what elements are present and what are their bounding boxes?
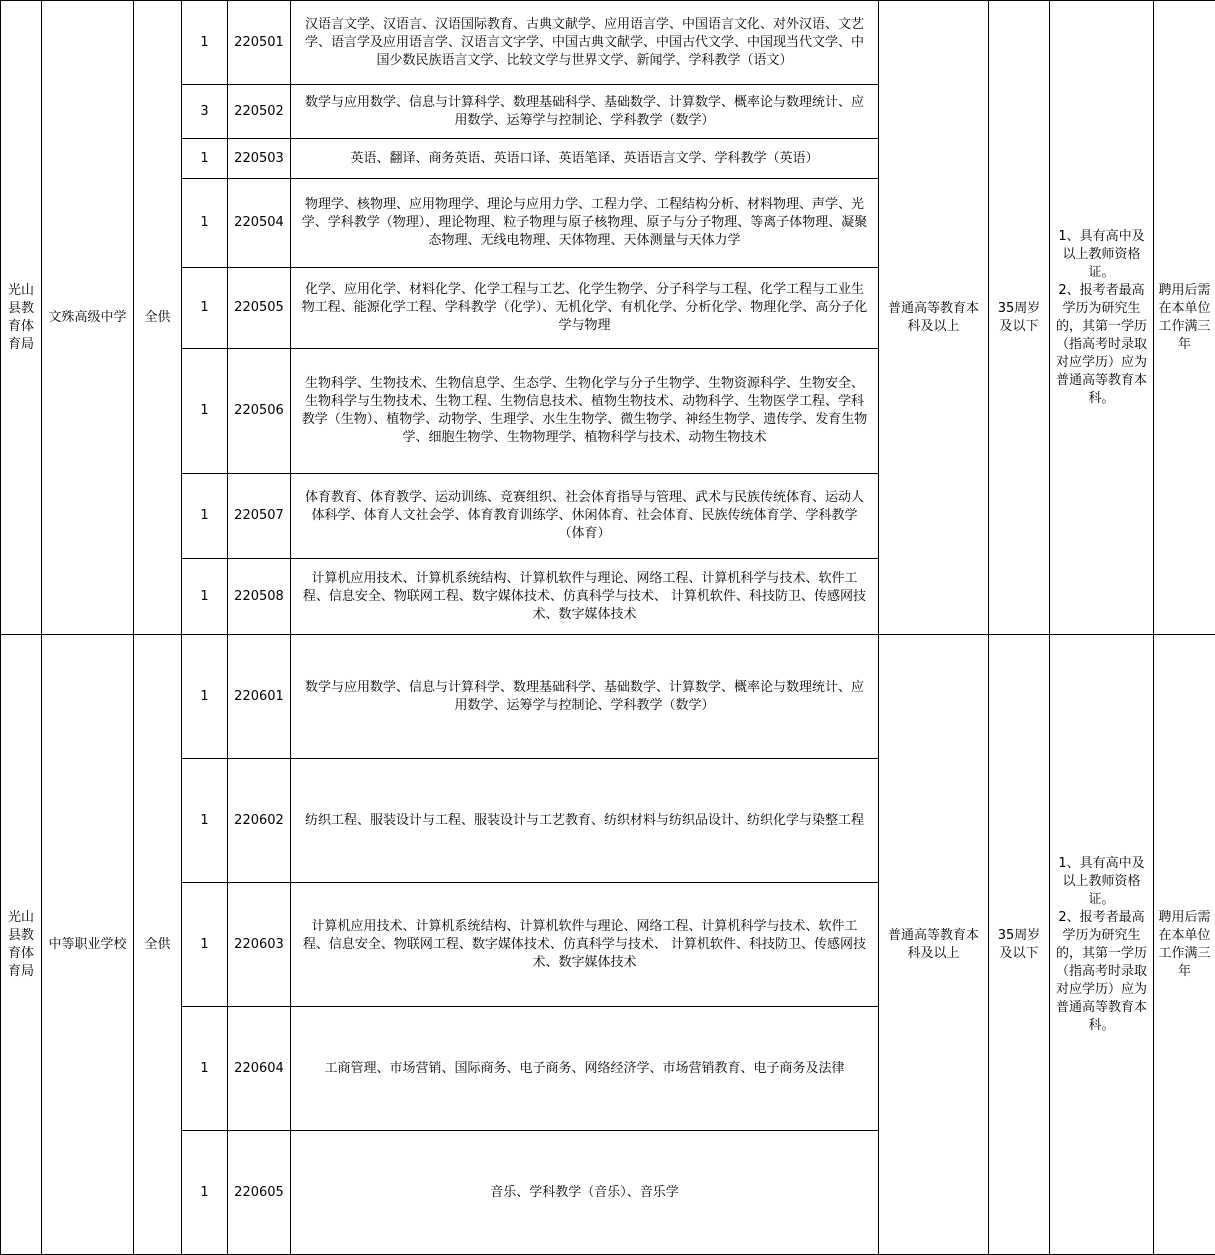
position-count-cell: 1	[182, 559, 228, 635]
major-cell: 生物科学、生物技术、生物信息学、生态学、生物化学与分子生物学、生物资源科学、生物安全、生物科学与生物技术、生物工程、生物信息技术、植物生物技术、动物科学、生物医学工程、学科教学（生物）、植物学、动物学、生理学、水生生物学、微生物学、神经生物学、遗传学、发育生物学、细胞生物学、生物物理学、植物科学与技术、动物生物技术	[291, 349, 879, 474]
position-count-cell: 1	[182, 1131, 228, 1255]
position-count-cell: 1	[182, 635, 228, 759]
position-code-cell: 220506	[228, 349, 291, 474]
major-cell: 物理学、核物理、应用物理学、理论与应用力学、工程力学、工程结构分析、材料物理、声学、光学、学科教学（物理）、理论物理、粒子物理与原子核物理、原子与分子物理、等离子体物理、凝聚态物理、无线电物理、天体物理、天体测量与天体力学	[291, 179, 879, 268]
major-cell: 汉语言文学、汉语言、汉语国际教育、古典文献学、应用语言学、中国语言文化、对外汉语、文艺学、语言学及应用语言学、汉语言文字学、中国古典文献学、中国古代文学、中国现当代文学、中国少数民族语言文学、比较文学与世界文学、新闻学、学科教学（语文）	[291, 1, 879, 85]
position-code-cell: 220605	[228, 1131, 291, 1255]
unit-cell: 中等职业学校	[42, 635, 134, 1255]
funding-cell: 全供	[134, 1, 182, 635]
position-count-cell: 1	[182, 1007, 228, 1131]
major-cell: 工商管理、市场营销、国际商务、电子商务、网络经济学、市场营销教育、电子商务及法律	[291, 1007, 879, 1131]
position-code-cell: 220601	[228, 635, 291, 759]
table-row	[1, 635, 1215, 759]
position-code-cell: 220508	[228, 559, 291, 635]
position-count-cell: 1	[182, 139, 228, 179]
position-code-cell: 220602	[228, 759, 291, 883]
position-count-cell: 1	[182, 759, 228, 883]
position-count-cell: 1	[182, 349, 228, 474]
position-code-cell: 220501	[228, 1, 291, 85]
education-cell: 普通高等教育本科及以上	[879, 1, 989, 635]
notes-cell: 聘用后需在本单位工作满三年	[1154, 1, 1215, 635]
position-count-cell: 1	[182, 179, 228, 268]
major-cell: 体育教育、体育教学、运动训练、竞赛组织、社会体育指导与管理、武术与民族传统体育、运动人体科学、体育人文社会学、体育教育训练学、休闲体育、社会体育、民族传统体育学、学科教学（体育）	[291, 474, 879, 559]
position-code-cell: 220502	[228, 85, 291, 139]
position-count-cell: 1	[182, 268, 228, 349]
unit-cell: 文殊高级中学	[42, 1, 134, 635]
position-count-cell: 1	[182, 883, 228, 1007]
requirements-cell: 1、具有高中及以上教师资格证。 2、报考者最高学历为研究生的，其第一学历（指高考时录取对应学历）应为普通高等教育本科。	[1050, 1, 1154, 635]
position-code-cell: 220604	[228, 1007, 291, 1131]
major-cell: 化学、应用化学、材料化学、化学工程与工艺、化学生物学、分子科学与工程、化学工程与工业生物工程、能源化学工程、学科教学（化学）、无机化学、有机化学、分析化学、物理化学、高分子化学与物理	[291, 268, 879, 349]
age-cell: 35周岁及以下	[989, 635, 1050, 1255]
position-count-cell: 1	[182, 474, 228, 559]
major-cell: 数学与应用数学、信息与计算科学、数理基础科学、基础数学、计算数学、概率论与数理统计、应用数学、运筹学与控制论、学科教学（数学）	[291, 635, 879, 759]
department-cell: 光山县教育体育局	[1, 635, 42, 1255]
position-code-cell: 220504	[228, 179, 291, 268]
major-cell: 计算机应用技术、计算机系统结构、计算机软件与理论、网络工程、计算机科学与技术、软件工程、信息安全、物联网工程、数字媒体技术、仿真科学与技术、 计算机软件、科技防卫、传感网技术、数字媒体技术	[291, 883, 879, 1007]
notes-cell: 聘用后需在本单位工作满三年	[1154, 635, 1215, 1255]
position-count-cell: 3	[182, 85, 228, 139]
requirements-cell: 1、具有高中及以上教师资格证。 2、报考者最高学历为研究生的，其第一学历（指高考时录取对应学历）应为普通高等教育本科。	[1050, 635, 1154, 1255]
department-cell: 光山县教育体育局	[1, 1, 42, 635]
position-code-cell: 220505	[228, 268, 291, 349]
position-code-cell: 220503	[228, 139, 291, 179]
position-count-cell: 1	[182, 1, 228, 85]
major-cell: 音乐、学科教学（音乐）、音乐学	[291, 1131, 879, 1255]
major-cell: 计算机应用技术、计算机系统结构、计算机软件与理论、网络工程、计算机科学与技术、软件工程、信息安全、物联网工程、数字媒体技术、仿真科学与技术、 计算机软件、科技防卫、传感网技术、数字媒体技术	[291, 559, 879, 635]
age-cell: 35周岁及以下	[989, 1, 1050, 635]
position-code-cell: 220603	[228, 883, 291, 1007]
major-cell: 数学与应用数学、信息与计算科学、数理基础科学、基础数学、计算数学、概率论与数理统计、应用数学、运筹学与控制论、学科教学（数学）	[291, 85, 879, 139]
major-cell: 纺织工程、服装设计与工程、服装设计与工艺教育、纺织材料与纺织品设计、纺织化学与染整工程	[291, 759, 879, 883]
education-cell: 普通高等教育本科及以上	[879, 635, 989, 1255]
position-code-cell: 220507	[228, 474, 291, 559]
major-cell: 英语、翻译、商务英语、英语口译、英语笔译、英语语言文学、学科教学（英语）	[291, 139, 879, 179]
table-row	[1, 1, 1215, 85]
funding-cell: 全供	[134, 635, 182, 1255]
